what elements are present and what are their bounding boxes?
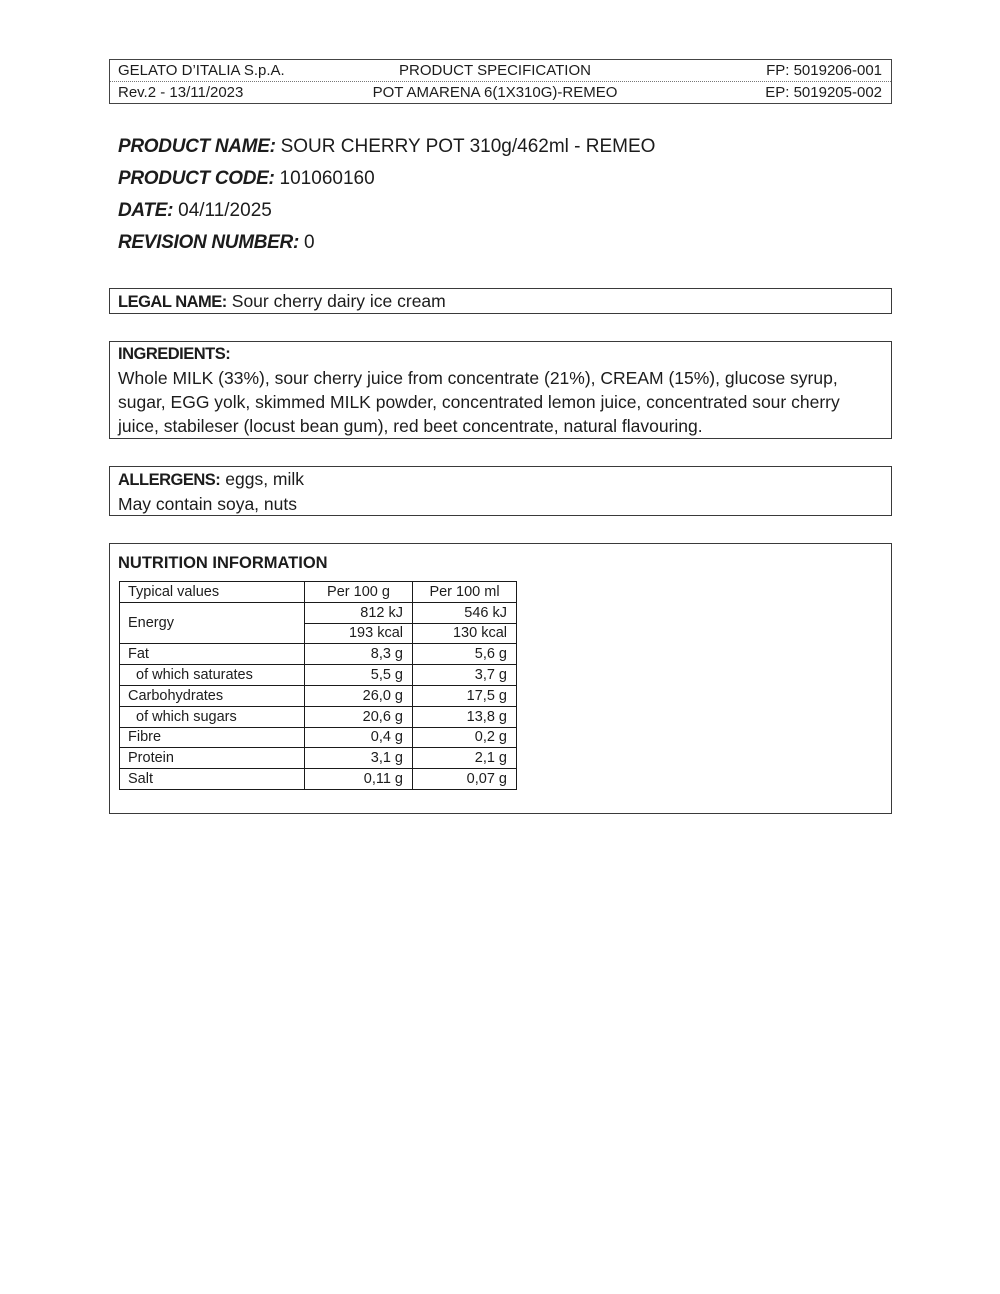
nutrient-per-100g: 8,3 g xyxy=(305,644,413,665)
product-code-line xyxy=(118,163,655,195)
table-row xyxy=(120,727,517,748)
table-row-energy-kj xyxy=(120,602,517,623)
nutrient-per-100ml: 17,5 g xyxy=(413,685,517,706)
nutrient-label: Fibre xyxy=(120,727,305,748)
nutrient-per-100ml: 0,2 g xyxy=(413,727,517,748)
nutrient-per-100g: 3,1 g xyxy=(305,748,413,769)
column-header-per-100g: Per 100 g xyxy=(305,582,413,603)
nutrient-per-100g: 20,6 g xyxy=(305,706,413,727)
date-line xyxy=(118,195,655,227)
nutrient-label: of which saturates xyxy=(120,665,305,686)
table-row xyxy=(120,706,517,727)
document-type: PRODUCT SPECIFICATION xyxy=(399,62,591,79)
ingredients-section xyxy=(109,341,892,439)
ep-code: EP: 5019205-002 xyxy=(765,84,882,101)
column-header-typical-values: Typical values xyxy=(120,582,305,603)
nutrient-per-100ml: 2,1 g xyxy=(413,748,517,769)
table-row xyxy=(120,748,517,769)
allergens-line xyxy=(118,467,883,492)
product-name-label: PRODUCT NAME: xyxy=(118,136,276,157)
header-row-bottom xyxy=(110,82,891,103)
product-reference: POT AMARENA 6(1X310G)-REMEO xyxy=(372,84,618,101)
nutrient-per-100ml: 5,6 g xyxy=(413,644,517,665)
energy-kcal-per-100ml: 130 kcal xyxy=(413,623,517,644)
table-row xyxy=(120,685,517,706)
energy-label: Energy xyxy=(120,602,305,644)
allergens-value: eggs, milk xyxy=(225,469,305,489)
nutrient-per-100ml: 3,7 g xyxy=(413,665,517,686)
product-code-value: 101060160 xyxy=(279,168,375,189)
nutrient-per-100g: 0,11 g xyxy=(305,769,413,790)
allergens-label: ALLERGENS: xyxy=(118,471,221,489)
nutrient-per-100ml: 0,07 g xyxy=(413,769,517,790)
nutrient-per-100ml: 13,8 g xyxy=(413,706,517,727)
revision-number-value: 0 xyxy=(304,232,315,253)
product-name-value: SOUR CHERRY POT 310g/462ml - REMEO xyxy=(280,136,656,157)
nutrient-label: Carbohydrates xyxy=(120,685,305,706)
nutrient-per-100g: 5,5 g xyxy=(305,665,413,686)
table-row xyxy=(120,665,517,686)
document-revision: Rev.2 - 13/11/2023 xyxy=(118,84,244,101)
ingredients-text: Whole MILK (33%), sour cherry juice from concentrate (21%), CREAM (15%), glucose syrup, sugar, EGG yolk, skimmed MILK powder, concentrated lemon juice, concentrated sour cherry juice, stabileser (locust bean gum), red beet concentrate, natural flavouring. xyxy=(118,368,840,436)
table-row xyxy=(120,644,517,665)
allergens-section xyxy=(109,466,892,516)
nutrient-label: Salt xyxy=(120,769,305,790)
nutrition-section xyxy=(109,543,892,814)
column-header-per-100ml: Per 100 ml xyxy=(413,582,517,603)
nutrient-label: Protein xyxy=(120,748,305,769)
nutrient-per-100g: 0,4 g xyxy=(305,727,413,748)
document-header xyxy=(109,59,892,104)
energy-kcal-per-100g: 193 kcal xyxy=(305,623,413,644)
may-contain-line: May contain soya, nuts xyxy=(118,494,297,514)
product-name-line xyxy=(118,131,655,163)
legal-name-label: LEGAL NAME: xyxy=(118,293,227,311)
date-value: 04/11/2025 xyxy=(178,200,272,221)
nutrition-title: NUTRITION INFORMATION xyxy=(118,554,328,572)
product-info xyxy=(118,131,655,259)
company-name: GELATO D’ITALIA S.p.A. xyxy=(118,62,285,79)
nutrient-label: Fat xyxy=(120,644,305,665)
date-label: DATE: xyxy=(118,200,174,221)
header-row-top xyxy=(110,60,891,82)
legal-name-value: Sour cherry dairy ice cream xyxy=(231,291,446,311)
fp-code: FP: 5019206-001 xyxy=(766,62,882,79)
nutrition-table xyxy=(119,581,517,790)
nutrient-per-100g: 26,0 g xyxy=(305,685,413,706)
table-row xyxy=(120,769,517,790)
energy-kj-per-100g: 812 kJ xyxy=(305,602,413,623)
energy-kj-per-100ml: 546 kJ xyxy=(413,602,517,623)
table-header-row xyxy=(120,582,517,603)
legal-name-section xyxy=(109,288,892,314)
nutrient-label: of which sugars xyxy=(120,706,305,727)
ingredients-label: INGREDIENTS: xyxy=(118,345,231,363)
revision-number-label: REVISION NUMBER: xyxy=(118,232,299,253)
revision-number-line xyxy=(118,227,655,259)
product-code-label: PRODUCT CODE: xyxy=(118,168,275,189)
